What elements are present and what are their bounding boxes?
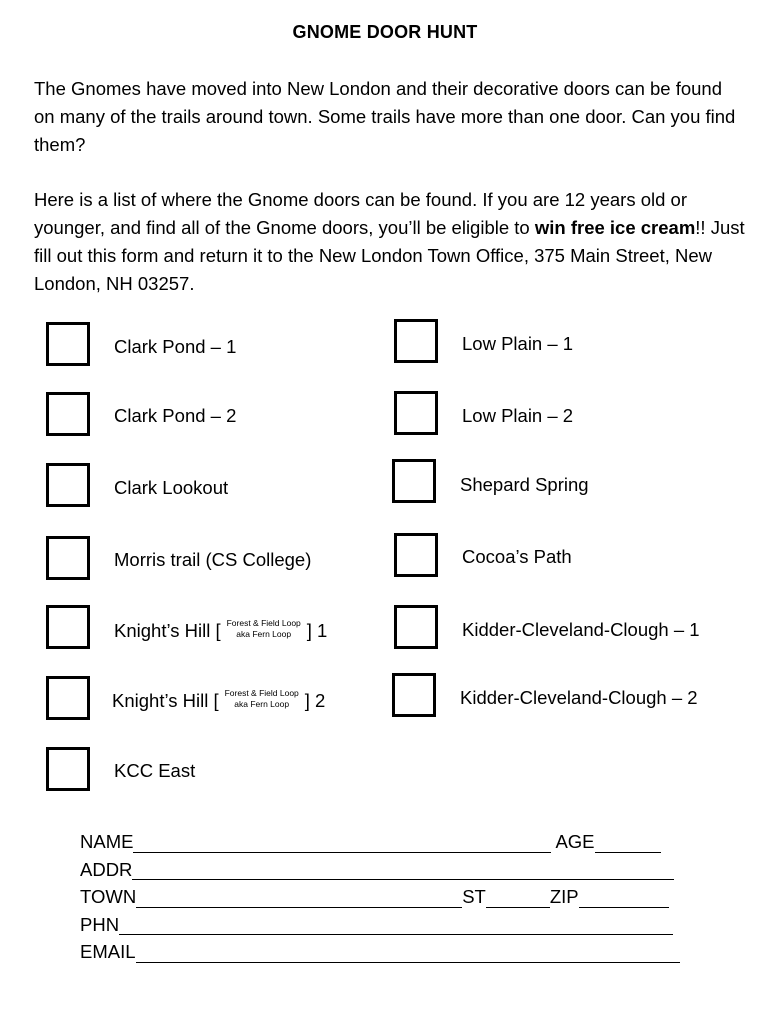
addr-field[interactable] bbox=[132, 859, 674, 880]
trail-suffix: ] 2 bbox=[304, 690, 326, 711]
checkbox-clark-lookout[interactable] bbox=[46, 463, 90, 507]
checkbox-morris-trail[interactable] bbox=[46, 536, 90, 580]
checkbox-kcc-1[interactable] bbox=[394, 605, 438, 649]
prize-text: win free ice cream bbox=[534, 217, 696, 238]
trail-label-kcc-east: KCC East bbox=[114, 760, 196, 781]
checkbox-clark-pond-1[interactable] bbox=[46, 322, 90, 366]
town-st-zip-row bbox=[80, 883, 700, 911]
st-field[interactable] bbox=[486, 887, 550, 908]
checkbox-clark-pond-2[interactable] bbox=[46, 392, 90, 436]
checkbox-kcc-2[interactable] bbox=[392, 673, 436, 717]
name-age-row bbox=[80, 828, 700, 856]
trail-label-shepard-spring: Shepard Spring bbox=[460, 474, 589, 495]
trail-label-kcc-1: Kidder-Cleveland-Clough – 1 bbox=[462, 619, 700, 640]
trail-suffix: ] 1 bbox=[306, 620, 328, 641]
town-field[interactable] bbox=[136, 887, 462, 908]
name-label: NAME bbox=[80, 831, 134, 852]
phn-field[interactable] bbox=[119, 914, 673, 935]
trail-label-cocoas-path: Cocoa’s Path bbox=[462, 546, 572, 567]
phn-row bbox=[80, 911, 700, 939]
checkbox-kcc-east[interactable] bbox=[46, 747, 90, 791]
trail-label-low-plain-2: Low Plain – 2 bbox=[462, 405, 574, 426]
instructions-text-1: Here is a list of where the Gnome doors can be found. If you are 12 years old or younger, and find all of the Gnome doors, you’ll be eligible to bbox=[34, 189, 687, 238]
instructions-text-2: !! Just fill out this form and return it to the New London Town Office, 375 Main Street, New London, NH 03257. bbox=[34, 217, 745, 294]
trail-label-low-plain-1: Low Plain – 1 bbox=[462, 333, 574, 354]
trail-label-clark-pond-2: Clark Pond – 2 bbox=[114, 405, 237, 426]
st-label: ST bbox=[462, 886, 486, 907]
page-title: GNOME DOOR HUNT bbox=[292, 22, 478, 42]
trail-label-clark-pond-1: Clark Pond – 1 bbox=[114, 336, 237, 357]
entry-form bbox=[80, 828, 700, 966]
zip-label: ZIP bbox=[549, 886, 579, 907]
checkbox-low-plain-1[interactable] bbox=[394, 319, 438, 363]
name-field[interactable] bbox=[133, 832, 551, 853]
zip-field[interactable] bbox=[579, 887, 669, 908]
age-label: AGE bbox=[555, 831, 595, 852]
trail-name: Knight’s Hill [ bbox=[114, 620, 221, 641]
trail-name: Knight’s Hill [ bbox=[112, 690, 219, 711]
trail-label-kcc-2: Kidder-Cleveland-Clough – 2 bbox=[460, 687, 698, 708]
age-field[interactable] bbox=[595, 832, 661, 853]
trail-label-knights-hill-1 bbox=[114, 620, 327, 643]
email-label: EMAIL bbox=[80, 941, 136, 962]
intro-paragraph: The Gnomes have moved into New London and their decorative doors can be found on many of the trails around town. Some trails have more than one door. Can you find them? bbox=[34, 78, 736, 155]
trail-label-clark-lookout: Clark Lookout bbox=[114, 477, 229, 498]
checkbox-shepard-spring[interactable] bbox=[392, 459, 436, 503]
trail-note: Forest & Field Loop aka Fern Loop bbox=[224, 688, 299, 710]
email-row bbox=[80, 938, 700, 966]
town-label: TOWN bbox=[80, 886, 137, 907]
phn-label: PHN bbox=[80, 913, 120, 935]
trail-label-morris-trail: Morris trail (CS College) bbox=[114, 549, 312, 570]
trail-label-knights-hill-2 bbox=[112, 690, 325, 713]
addr-label: ADDR bbox=[80, 858, 133, 880]
checkbox-cocoas-path[interactable] bbox=[394, 533, 438, 577]
checkbox-low-plain-2[interactable] bbox=[394, 391, 438, 435]
checkbox-knights-hill-2[interactable] bbox=[46, 676, 90, 720]
addr-row bbox=[80, 856, 700, 884]
trail-note: Forest & Field Loop aka Fern Loop bbox=[226, 618, 301, 640]
email-field[interactable] bbox=[136, 942, 680, 963]
instructions-paragraph bbox=[34, 186, 746, 298]
checkbox-knights-hill-1[interactable] bbox=[46, 605, 90, 649]
